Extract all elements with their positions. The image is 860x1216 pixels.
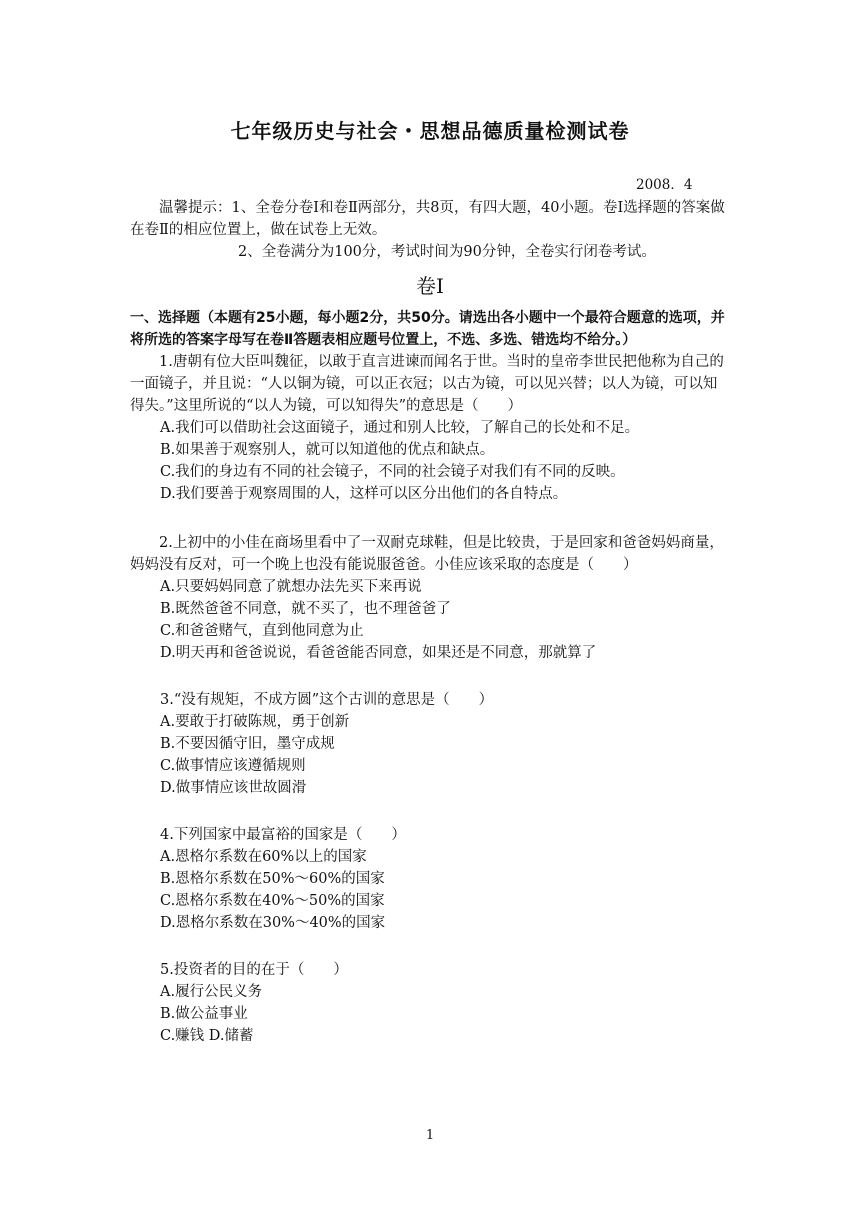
question-stem: 5.投资者的目的在于（ ） (160, 962, 348, 978)
part-heading: 一、选择题（本题有25小题，每小题2分，共50分。请选出各小题中一个最符合题意的选项，并将所选的答案字母写在卷Ⅱ答题表相应题号位置上，不选、多选、错选均不给分。） (130, 310, 725, 348)
question-3 (130, 689, 730, 799)
question-stem: 2.上初中的小佳在商场里看中了一双耐克球鞋，但是比较贵，于是回家和爸爸妈妈商量，妈妈没有反对，可一个晚上也没有能说服爸爸。小佳应该采取的态度是（ ） (130, 535, 724, 573)
instruction-line-1: 温馨提示：1、全卷分卷Ⅰ和卷Ⅱ两部分，共8页，有四大题，40小题。卷Ⅰ选择题的答案做在卷Ⅱ的相应位置上，做在试卷上无效。 (130, 200, 725, 238)
question-option: A.履行公民义务 (160, 984, 263, 1000)
question-option: A.只要妈妈同意了就想办法先买下来再说 (160, 579, 422, 595)
question-option: A.要敢于打破陈规，勇于创新 (160, 714, 350, 730)
question-option: B.恩格尔系数在50%～60%的国家 (160, 871, 385, 887)
question-option: C.赚钱 D.储蓄 (160, 1028, 254, 1044)
question-option: B.既然爸爸不同意，就不买了，也不理爸爸了 (160, 601, 451, 617)
question-option: C.和爸爸赌气，直到他同意为止 (160, 623, 364, 639)
question-option: B.做公益事业 (160, 1006, 248, 1022)
question-1 (130, 351, 730, 505)
question-option: B.不要因循守旧，墨守成规 (160, 736, 335, 752)
question-stem: 3.“没有规矩，不成方圆”这个古训的意思是（ ） (160, 692, 494, 708)
question-option: C.做事情应该遵循规则 (160, 758, 306, 774)
instructions (130, 197, 730, 263)
question-option: D.我们要善于观察周围的人，这样可以区分出他们的各自特点。 (160, 486, 568, 502)
question-option: C.我们的身边有不同的社会镜子，不同的社会镜子对我们有不同的反映。 (160, 464, 625, 480)
question-option: D.做事情应该世故圆滑 (160, 780, 307, 796)
page-number: 1 (425, 1128, 435, 1143)
document-title: 七年级历史与社会・思想品德质量检测试卷 (230, 119, 630, 143)
question-option: D.明天再和爸爸说说，看爸爸能否同意，如果还是不同意，那就算了 (160, 645, 597, 661)
instruction-line-2: 2、全卷满分为100分，考试时间为90分钟，全卷实行闭卷考试。 (238, 244, 656, 260)
question-option: A.我们可以借助社会这面镜子，通过和别人比较，了解自己的长处和不足。 (160, 420, 640, 436)
document-date: 2008．4 (636, 177, 693, 193)
question-option: A.恩格尔系数在60%以上的国家 (160, 849, 367, 865)
question-option: B.如果善于观察别人，就可以知道他的优点和缺点。 (160, 442, 495, 458)
question-stem: 4.下列国家中最富裕的国家是（ ） (160, 827, 406, 843)
question-2 (130, 532, 730, 664)
question-option: C.恩格尔系数在40%～50%的国家 (160, 893, 385, 909)
section-title: 卷Ⅰ (416, 274, 444, 298)
question-4 (130, 824, 730, 934)
question-stem: 1.唐朝有位大臣叫魏征，以敢于直言进谏而闻名于世。当时的皇帝李世民把他称为自己的一面镜子，并且说：“人以铜为镜，可以正衣冠；以古为镜，可以见兴替；以人为镜，可以知得失。”这里所说的“以人为镜，可以知得失”的意思是（ ） (130, 354, 724, 414)
question-5 (130, 959, 730, 1047)
question-option: D.恩格尔系数在30%～40%的国家 (160, 915, 386, 931)
